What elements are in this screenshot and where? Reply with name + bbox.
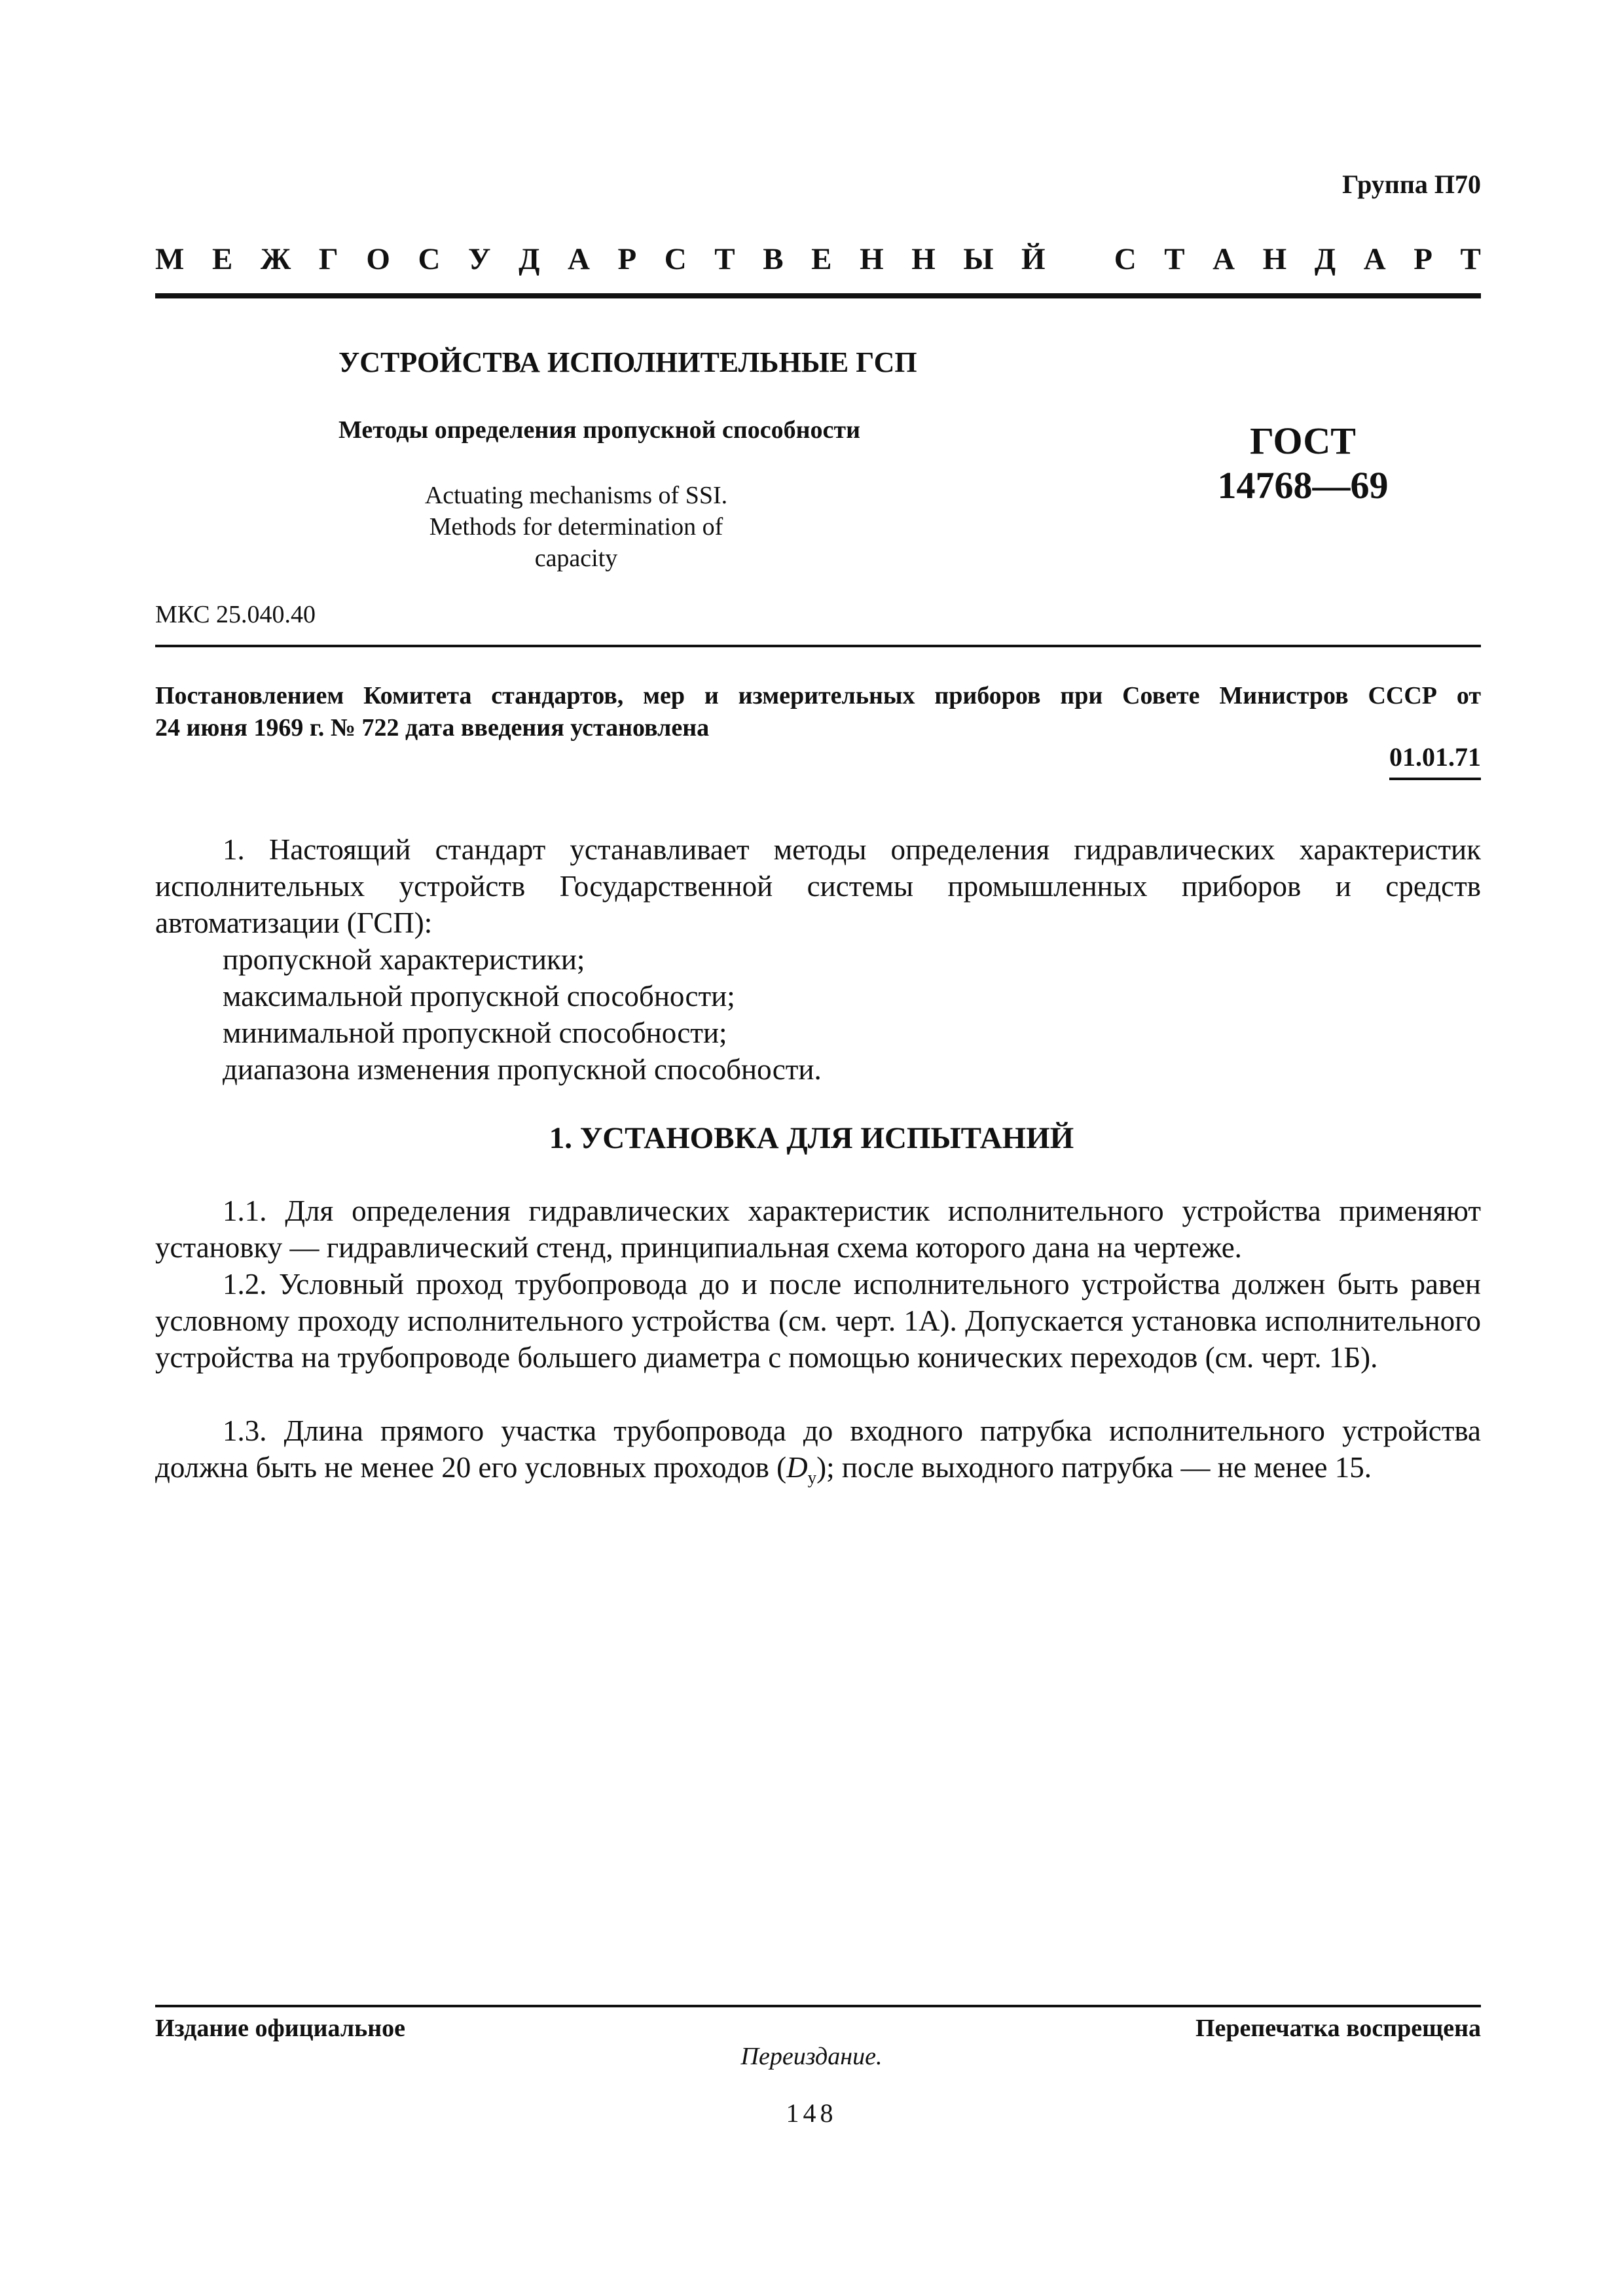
diameter-subscript: у — [807, 1467, 817, 1488]
heading-letter: Г — [318, 242, 338, 276]
paragraph-1-1: 1.1. Для определения гидравлических характеристик исполнительного устройства применяют установку — гидравлический стенд, принципиальная схема которого дана на чертеже. — [155, 1194, 1481, 1264]
gost-label: ГОСТ — [1250, 420, 1356, 462]
introduction-date: 01.01.71 — [1389, 742, 1481, 780]
list-item: пропускной характеристики; — [223, 943, 585, 976]
reprint-forbidden-label: Перепечатка воспрещена — [1195, 2015, 1481, 2042]
reissue-note: Переиздание. — [740, 2043, 883, 2070]
heading-letter: Р — [617, 242, 637, 276]
heading-letter: Т — [714, 242, 735, 276]
bottom-rule — [155, 2005, 1481, 2007]
heading-letter: Й — [1021, 242, 1046, 276]
heading-letter: Е — [211, 242, 233, 276]
english-title — [393, 480, 759, 574]
heading-letter: В — [763, 242, 784, 276]
heading-letter: Н — [860, 242, 884, 276]
heading-letter: С — [664, 242, 687, 276]
page-number: 148 — [786, 2098, 837, 2128]
middle-rule — [155, 645, 1481, 647]
heading-letter: Д — [1314, 242, 1336, 276]
standard-title: УСТРОЙСТВА ИСПОЛНИТЕЛЬНЫЕ ГСП — [338, 346, 917, 378]
heading-letter: Н — [1262, 242, 1287, 276]
heading-letter: А — [1213, 242, 1235, 276]
heading-letter: А — [1363, 242, 1386, 276]
heading-letter: С — [1114, 242, 1137, 276]
heading-letter: Д — [519, 242, 540, 276]
heading-letter: Т — [1164, 242, 1185, 276]
list-item: минимальной пропускной способности; — [223, 1016, 727, 1049]
standard-subtitle: Методы определения пропускной способности — [338, 416, 860, 444]
gost-number: 14768—69 — [1217, 464, 1389, 507]
diameter-symbol: D — [786, 1451, 808, 1484]
list-item: диапазона изменения пропускной способности. — [223, 1053, 822, 1086]
intro-paragraph: 1. Настоящий стандарт устанавливает методы определения гидравлических характеристик исполнительных устройств Государственной системы промышленных приборов и средств автоматизации (ГСП): — [155, 833, 1481, 939]
heading-letter: У — [468, 242, 491, 276]
heading-letter: М — [155, 242, 185, 276]
list-item: максимальной пропускной способности; — [223, 980, 735, 1013]
heading-letter: Н — [911, 242, 936, 276]
top-rule — [155, 293, 1481, 298]
heading-letter: Р — [1413, 242, 1432, 276]
heading-letter: Ы — [963, 242, 994, 276]
english-title-line-2: Methods for determination of capacity — [429, 513, 723, 572]
mks-code: МКС 25.040.40 — [155, 601, 316, 628]
paragraph-1-3-text: 1.3. Длина прямого участка трубопровода до входного патрубка исполнительного устройства должна быть не менее 20 его условных проходов ( — [155, 1414, 1481, 1484]
paragraph-1-2: 1.2. Условный проход трубопровода до и после исполнительного устройства должен быть равен условному проходу исполнительного устройства (см. черт. 1А). Допускается установка исполнительного устройства на трубопроводе большего диаметра с помощью конических переходов (см. черт. 1Б). — [155, 1268, 1481, 1374]
paragraph-1-3 — [155, 1412, 1481, 1496]
gost-designation — [1192, 419, 1414, 508]
heading-letter: Ж — [260, 242, 291, 276]
english-title-line-1: Actuating mechanisms of SSI. — [424, 482, 728, 509]
heading-letter: Е — [811, 242, 832, 276]
group-label: Группа П70 — [1342, 170, 1481, 199]
heading-letter: О — [366, 242, 390, 276]
decree-line-2: 24 июня 1969 г. № 722 дата введения установлена — [155, 714, 710, 742]
decree-line-1: Постановлением Комитета стандартов, мер и измерительных приборов при Совете Министров СССР от — [155, 682, 1481, 709]
heading-letter: С — [418, 242, 441, 276]
heading-letter: Т — [1460, 242, 1481, 276]
heading-letter: А — [567, 242, 590, 276]
section-heading: 1. УСТАНОВКА ДЛЯ ИСПЫТАНИЙ — [549, 1121, 1074, 1155]
interstate-standard-heading — [155, 240, 1481, 279]
edition-official-label: Издание официальное — [155, 2015, 406, 2042]
paragraph-1-3-end: ); после выходного патрубка — не менее 15. — [816, 1451, 1372, 1484]
